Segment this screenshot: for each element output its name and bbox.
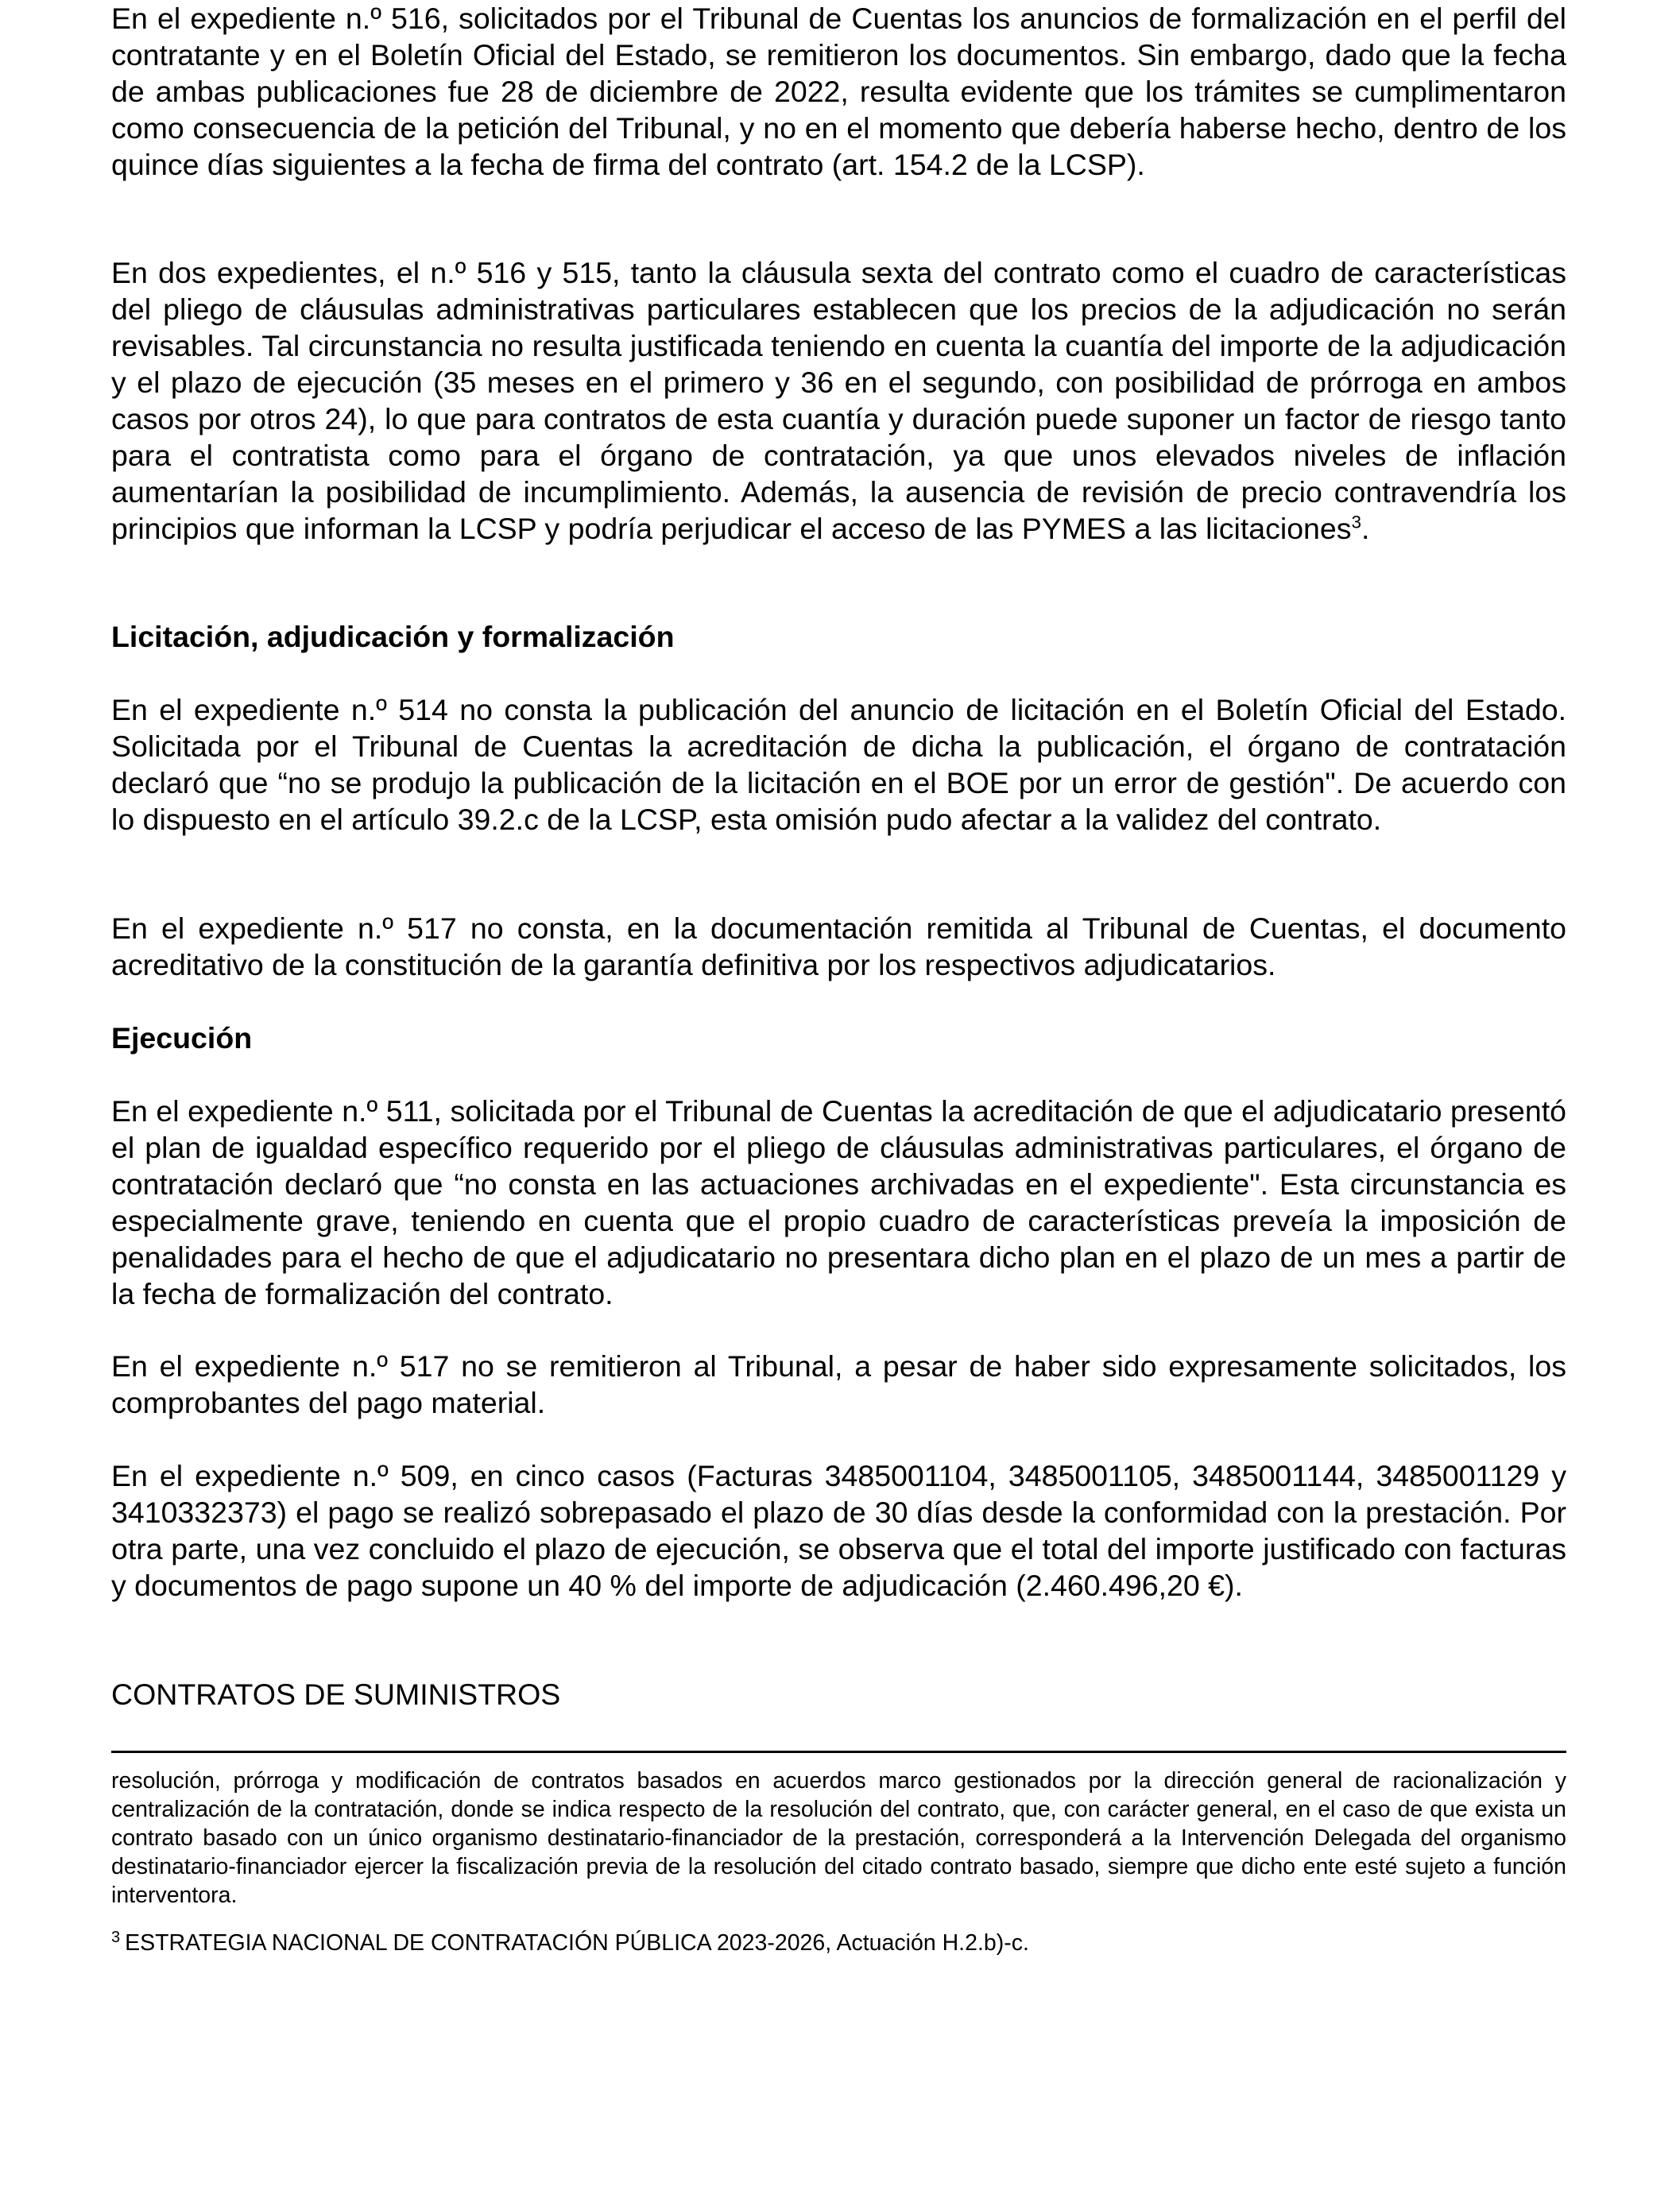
paragraph-text: En dos expedientes, el n.º 516 y 515, tanto la cláusula sexta del contrato como el cuadro de características del pliego de cláusulas administrativas particulares establecen que los precios de la adjudicación no serán revisables. Tal circunstancia no resulta justificada teniendo en cuenta la cuantía del importe de la adjudicación y el plazo de ejecución (35 meses en el primero y 36 en el segundo, con posibilidad de prórroga en ambos casos por otros 24), lo que para contratos de esta cuantía y duración puede suponer un factor de riesgo tanto para el contratista como para el órgano de contratación, ya que unos elevados niveles de inflación aumentarían la posibilidad de incumplimiento. Además, la ausencia de revisión de precio contravendría los principios que informan la LCSP y podría perjudicar el acceso de las PYMES a las licitaciones [111,256,1566,545]
heading-licitacion-adjudicacion-formalizacion: Licitación, adjudicación y formalización [111,620,675,653]
paragraph-expediente-509-facturas: En el expediente n.º 509, en cinco casos (Facturas 3485001104, 3485001105, 3485001144, 3485001129 y 3410332373) el pago se realizó sobrepasado el plazo de 30 días desde la conformidad con la prestación. Por otra parte, una vez concluido el plazo de ejecución, se observa que el total del importe justificado con facturas y documentos de pago supone un 40 % del importe de adjudicación (2.460.496,20 €). [111,1459,1566,1602]
paragraph-expediente-516-publicaciones: En el expediente n.º 516, solicitados por el Tribunal de Cuentas los anuncios de formalización en el perfil del contratante y en el Boletín Oficial del Estado, se remitieron los documentos. Sin embargo, dado que la fecha de ambas publicaciones fue 28 de diciembre de 2022, resulta evidente que los trámites se cumplimentaron como consecuencia de la petición del Tribunal, y no en el momento que debería haberse hecho, dentro de los quince días siguientes a la fecha de firma del contrato (art. 154.2 de la LCSP). [111,2,1566,181]
section-title-contratos-suministros: CONTRATOS DE SUMINISTROS [111,1678,561,1711]
paragraph-expediente-514-boe: En el expediente n.º 514 no consta la publicación del anuncio de licitación en el Boletín Oficial del Estado. Solicitada por el Tribunal de Cuentas la acreditación de dicha la publicación, el órgano de contratación declaró que “no se produjo la publicación de la licitación en el BOE por un error de gestión". De acuerdo con lo dispuesto en el artículo 39.2.c de la LCSP, esta omisión pudo afectar a la validez del contrato. [111,693,1566,836]
footnote-separator [111,1751,1566,1753]
paragraph-end: . [1361,512,1370,545]
paragraph-expediente-517-comprobantes: En el expediente n.º 517 no se remitieron al Tribunal, a pesar de haber sido expresamente solicitados, los comprobantes del pago material. [111,1349,1566,1419]
paragraph-expediente-511-plan-igualdad: En el expediente n.º 511, solicitada por el Tribunal de Cuentas la acreditación de que el adjudicatario presentó el plan de igualdad específico requerido por el pliego de cláusulas administrativas particulares, el órgano de contratación declaró que “no consta en las actuaciones archivadas en el expediente". Esta circunstancia es especialmente grave, teniendo en cuenta que el propio cuadro de características preveía la imposición de penalidades para el hecho de que el adjudicatario no presentara dicho plan en el plazo de un mes a partir de la fecha de formalización del contrato. [111,1094,1566,1310]
heading-ejecucion: Ejecución [111,1021,253,1055]
paragraph-expediente-517-garantia: En el expediente n.º 517 no consta, en la documentación remitida al Tribunal de Cuentas, el documento acreditativo de la constitución de la garantía definitiva por los respectivos adjudicatarios. [111,911,1566,981]
paragraph-precios-no-revisables [111,254,1566,547]
footnote-3 [111,1929,1566,1957]
footnote-continued: resolución, prórroga y modificación de contratos basados en acuerdos marco gestionados por la dirección general de racionalización y centralización de la contratación, donde se indica respecto de la resolución del contrato, que, con carácter general, en el caso de que exista un contrato basado con un único organismo destinatario-financiador de la prestación, corresponderá a la Intervención Delegada del organismo destinatario-financiador ejercer la fiscalización previa de la resolución del citado contrato basado, siempre que dicho ente esté sujeto a función interventora. [111,1768,1566,1908]
footnote-3-mark: 3 [111,1928,121,1946]
footnote-reference-3[interactable]: 3 [1351,512,1362,532]
footnote-3-text: ESTRATEGIA NACIONAL DE CONTRATACIÓN PÚBLICA 2023-2026, Actuación H.2.b)-c. [125,1930,1029,1956]
